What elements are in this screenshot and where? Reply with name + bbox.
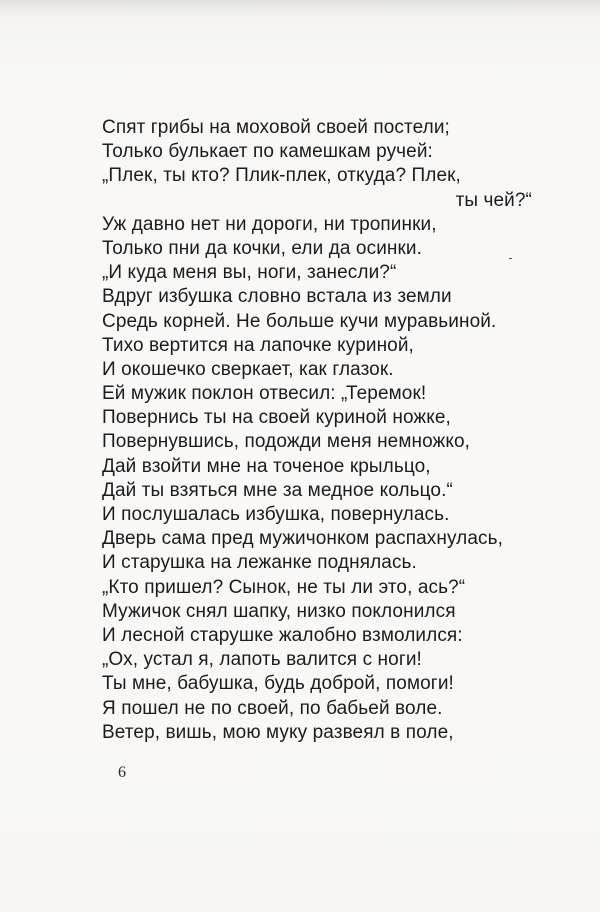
poem-line: Ты мне, бабушка, будь доброй, помоги! <box>102 673 454 695</box>
poem-line: Дай взойти мне на точеное крыльцо, <box>102 455 431 477</box>
poem-line: Уж давно нет ни дороги, ни тропинки, <box>102 213 437 235</box>
poem-line: Я пошел не по своей, по бабьей воле. <box>102 697 443 719</box>
poem-line: Мужичок снял шапку, низко поклонился <box>102 600 456 622</box>
poem-text <box>102 116 542 745</box>
poem-line: „Кто пришел? Сынок, не ты ли это, ась?“ <box>102 576 466 598</box>
print-speck <box>509 258 512 259</box>
poem-line: Только булькает по камешкам ручей: <box>102 141 433 163</box>
poem-line: Только пни да кочки, ели да осинки. <box>102 237 423 259</box>
poem-line: Вдруг избушка словно встала из земли <box>102 286 452 308</box>
poem-line: „И куда меня вы, ноги, занесли?“ <box>102 262 397 284</box>
poem-line: И послушалась избушка, повернулась. <box>102 504 450 525</box>
poem-line: Ей мужик поклон отвесил: „Теремок! <box>102 383 427 405</box>
poem-line: Средь корней. Не больше кучи муравьиной. <box>102 310 497 332</box>
page-top-shadow <box>0 0 600 18</box>
poem-line: „Плек, ты кто? Плик-плек, откуда? Плек, <box>102 165 461 187</box>
poem-line: „Ох, устал я, лапоть валится с ноги! <box>102 649 422 671</box>
poem-line: И лесной старушке жалобно взмолился: <box>102 624 463 646</box>
poem-line: Повернувшись, подожди меня немножко, <box>102 431 471 453</box>
poem-line: Дверь сама пред мужичонком распахнулась, <box>102 528 504 550</box>
poem-line: Дай ты взяться мне за медное кольцо.“ <box>102 479 453 501</box>
poem-line: Ветер, вишь, мою муку развеял в поле, <box>102 721 454 743</box>
poem-line: Спят грибы на моховой своей постели; <box>102 117 450 138</box>
page-number: 6 <box>118 764 126 781</box>
poem-line: Повернись ты на своей куриной ножке, <box>102 407 451 429</box>
poem-line: И окошечко сверкает, как глазок. <box>102 358 394 380</box>
poem-line-continuation: ты чей?“ <box>455 189 532 211</box>
poem-line: Тихо вертится на лапочке куриной, <box>102 334 414 356</box>
poem-line: И старушка на лежанке поднялась. <box>102 552 417 574</box>
